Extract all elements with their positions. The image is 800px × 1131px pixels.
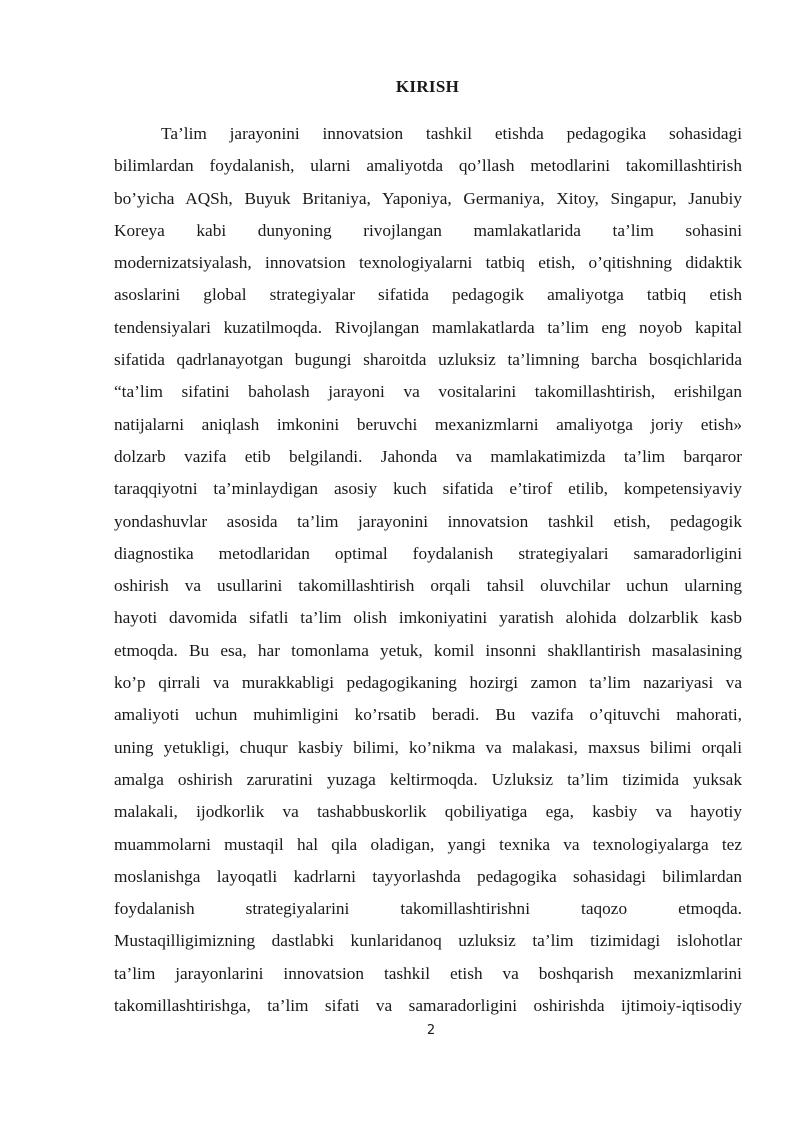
text-line: amalga oshirish zaruratini yuzaga keltirmoqda. Uzluksiz ta’lim tizimida yuksak (114, 769, 742, 789)
text-line: malakali, ijodkorlik va tashabbuskorlik qobiliyatiga ega, kasbiy va hayotiy (114, 802, 742, 822)
text-line: foydalanish strategiyalarini takomillashtirishni taqozo etmoqda. (114, 899, 742, 919)
text-line: sifatida qadrlanayotgan bugungi sharoitda uzluksiz ta’limning barcha bosqichlarida (114, 350, 742, 370)
text-line: tendensiyalari kuzatilmoqda. Rivojlangan mamlakatlarda ta’lim eng noyob kapital (114, 317, 742, 337)
text-line: muammolarni mustaqil hal qila oladigan, yangi texnika va texnologiyalarga tez (114, 834, 742, 854)
text-line: modernizatsiyalash, innovatsion texnologiyalarni tatbiq etish, o’qitishning didaktik (114, 253, 742, 273)
text-line: dolzarb vazifa etib belgilandi. Jahonda va mamlakatimizda ta’lim barqaror (114, 446, 742, 466)
text-line: moslanishga layoqatli kadrlarni tayyorlashda pedagogika sohasidagi bilimlardan (114, 866, 742, 886)
page-number: 2 (426, 1023, 436, 1038)
text-line: takomillashtirishga, ta’lim sifati va samaradorligini oshirishda ijtimoiy-iqtisodiy (114, 996, 742, 1016)
text-line: hayoti davomida sifatli ta’lim olish imkoniyatini yaratish alohida dolzarblik kasb (114, 608, 742, 628)
text-line: Mustaqilligimizning dastlabki kunlaridanoq uzluksiz ta’lim tizimidagi islohotlar (114, 931, 742, 951)
text-line: natijalarni aniqlash imkonini beruvchi mexanizmlarni amaliyotga joriy etish» (114, 414, 742, 434)
text-line: yondashuvlar asosida ta’lim jarayonini innovatsion tashkil etish, pedagogik (114, 511, 742, 531)
text-line: Koreya kabi dunyoning rivojlangan mamlakatlarida ta’lim sohasini (114, 220, 742, 240)
text-line: ko’p qirrali va murakkabligi pedagogikaning hozirgi zamon ta’lim nazariyasi va (114, 673, 742, 693)
text-line: amaliyoti uchun muhimligini ko’rsatib beradi. Bu vazifa o’qituvchi mahorati, (114, 705, 742, 725)
text-line: Ta’lim jarayonini innovatsion tashkil etishda pedagogika sohasidagi (161, 124, 742, 143)
text-line: uning yetukligi, chuqur kasbiy bilimi, ko’nikma va malakasi, maxsus bilimi orqali (114, 737, 742, 757)
text-line: etmoqda. Bu esa, har tomonlama yetuk, komil insonni shakllantirish masalasining (114, 640, 742, 660)
body-paragraph (114, 118, 742, 1022)
text-line: bilimlardan foydalanish, ularni amaliyotda qo’llash metodlarini takomillashtirish (114, 156, 742, 176)
text-line: diagnostika metodlaridan optimal foydalanish strategiyalari samaradorligini (114, 543, 742, 563)
text-line: bo’yicha AQSh, Buyuk Britaniya, Yaponiya, Germaniya, Xitoy, Singapur, Janubiy (114, 188, 742, 208)
text-line: oshirish va usullarini takomillashtirish orqali tahsil oluvchilar uchun ularning (114, 576, 742, 596)
text-line: taraqqiyotni ta’minlaydigan asosiy kuch sifatida e’tirof etilib, kompetensiyaviy (114, 479, 742, 499)
text-line: asoslarini global strategiyalar sifatida pedagogik amaliyotga tatbiq etish (114, 285, 742, 305)
text-line: ta’lim jarayonlarini innovatsion tashkil etish va boshqarish mexanizmlarini (114, 963, 742, 983)
section-heading: KIRISH (395, 77, 460, 96)
text-line: “ta’lim sifatini baholash jarayoni va vositalarini takomillashtirish, erishilgan (114, 382, 742, 402)
